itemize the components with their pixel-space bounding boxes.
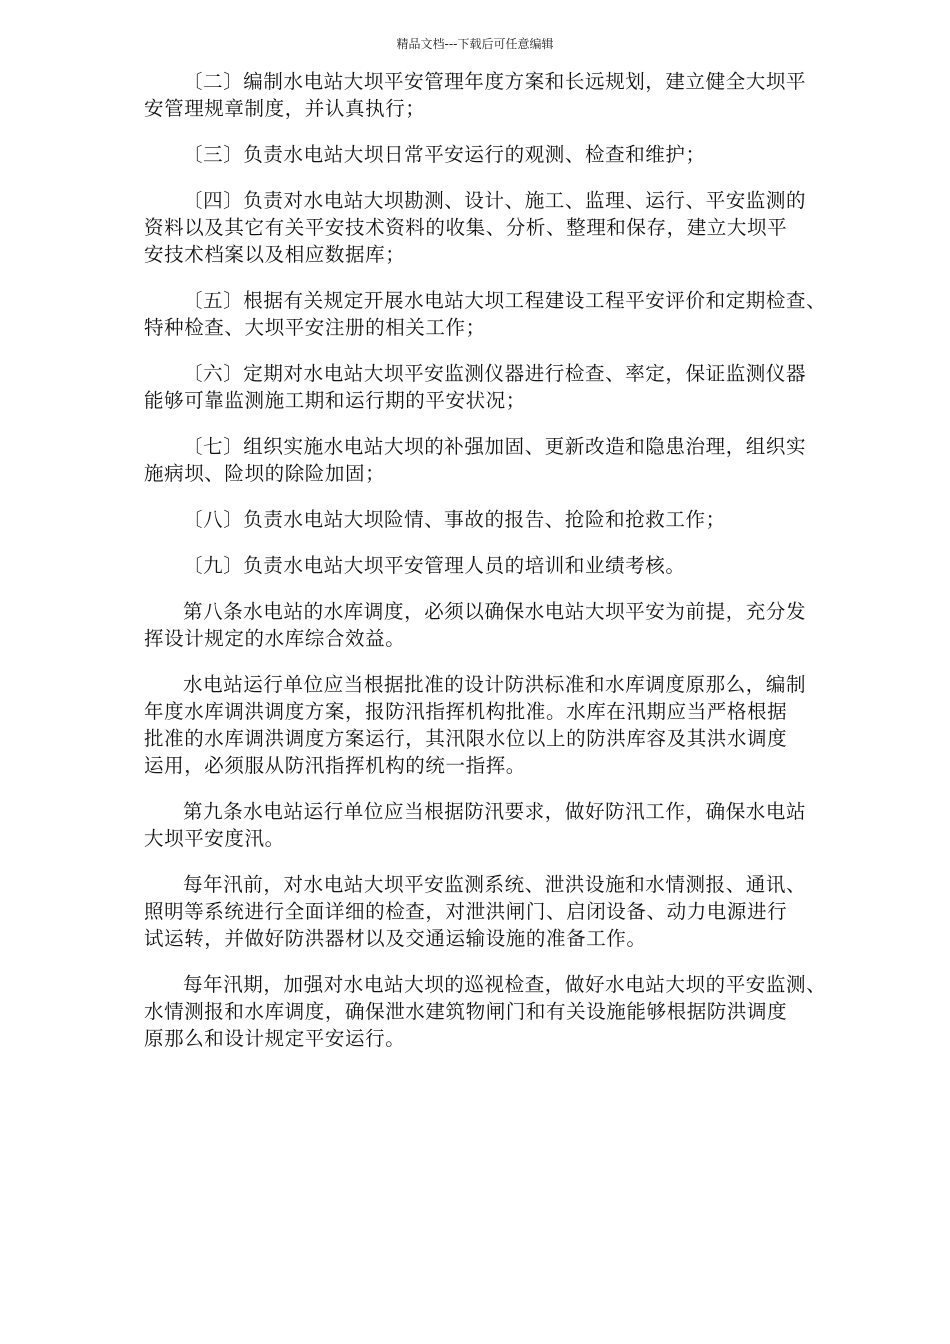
article-8 <box>144 598 884 652</box>
article-9-flood-season <box>144 971 884 1052</box>
page-header: 精品文档---下载后可任意编辑 <box>396 37 554 51</box>
paragraph-line: 照明等系统进行全面详细的检查，对泄洪闸门、启闭设备、动力电源进行 <box>144 900 788 923</box>
paragraph-line: 〔八〕负责水电站大坝险情、事故的报告、抢险和抢救工作； <box>183 508 726 531</box>
article-9-pre-flood <box>144 871 884 952</box>
paragraph-line: 〔六〕定期对水电站大坝平安监测仪器进行检查、率定，保证监测仪器 <box>183 362 807 385</box>
paragraph-line: 运用，必须服从防汛指挥机构的统一指挥。 <box>144 754 526 777</box>
paragraph-line: 特种检查、大坝平安注册的相关工作； <box>144 316 486 339</box>
paragraph-line: 试运转，并做好防洪器材以及交通运输设施的准备工作。 <box>144 927 647 950</box>
paragraph-line: 水电站运行单位应当根据批准的设计防洪标准和水库调度原那么，编制 <box>183 673 807 696</box>
paragraph-line: 挥设计规定的水库综合效益。 <box>144 627 406 650</box>
paragraph-4 <box>144 187 884 268</box>
paragraph-line: 〔四〕负责对水电站大坝勘测、设计、施工、监理、运行、平安监测的 <box>183 189 807 212</box>
paragraph-line: 〔三〕负责水电站大坝日常平安运行的观测、检查和维护； <box>183 143 706 166</box>
paragraph-2 <box>144 68 884 122</box>
paragraph-3 <box>144 141 884 168</box>
paragraph-line: 安管理规章制度，并认真执行； <box>144 97 426 120</box>
document-body <box>144 68 884 1071</box>
paragraph-line: 资料以及其它有关平安技术资料的收集、分析、整理和保存，建立大坝平 <box>144 216 788 239</box>
paragraph-line: 能够可靠监测施工期和运行期的平安状况； <box>144 389 526 412</box>
paragraph-line: 〔二〕编制水电站大坝平安管理年度方案和长远规划，建立健全大坝平 <box>183 70 807 93</box>
paragraph-line: 施病坝、险坝的除险加固； <box>144 462 386 485</box>
paragraph-line: 每年汛前，对水电站大坝平安监测系统、泄洪设施和水情测报、通讯、 <box>183 873 807 896</box>
paragraph-line: 安技术档案以及相应数据库； <box>144 243 406 266</box>
paragraph-line: 第八条水电站的水库调度，必须以确保水电站大坝平安为前提，充分发 <box>183 600 807 623</box>
article-8-detail <box>144 671 884 779</box>
paragraph-6 <box>144 360 884 414</box>
paragraph-line: 〔九〕负责水电站大坝平安管理人员的培训和业绩考核。 <box>183 554 686 577</box>
paragraph-line: 年度水库调洪调度方案，报防汛指挥机构批准。水库在汛期应当严格根据 <box>144 700 788 723</box>
paragraph-line: 水情测报和水库调度，确保泄水建筑物闸门和有关设施能够根据防洪调度 <box>144 1000 788 1023</box>
paragraph-line: 每年汛期，加强对水电站大坝的巡视检查，做好水电站大坝的平安监测、 <box>183 973 827 996</box>
paragraph-line: 原那么和设计规定平安运行。 <box>144 1027 406 1050</box>
paragraph-line: 〔五〕根据有关规定开展水电站大坝工程建设工程平安评价和定期检查、 <box>183 289 827 312</box>
paragraph-line: 大坝平安度汛。 <box>144 827 285 850</box>
paragraph-7 <box>144 433 884 487</box>
paragraph-line: 批准的水库调洪调度方案运行，其汛限水位以上的防洪库容及其洪水调度 <box>144 727 788 750</box>
paragraph-5 <box>144 287 884 341</box>
paragraph-9 <box>144 552 884 579</box>
paragraph-line: 〔七〕组织实施水电站大坝的补强加固、更新改造和隐患治理，组织实 <box>183 435 807 458</box>
paragraph-line: 第九条水电站运行单位应当根据防汛要求，做好防汛工作，确保水电站 <box>183 800 807 823</box>
article-9 <box>144 798 884 852</box>
paragraph-8 <box>144 506 884 533</box>
